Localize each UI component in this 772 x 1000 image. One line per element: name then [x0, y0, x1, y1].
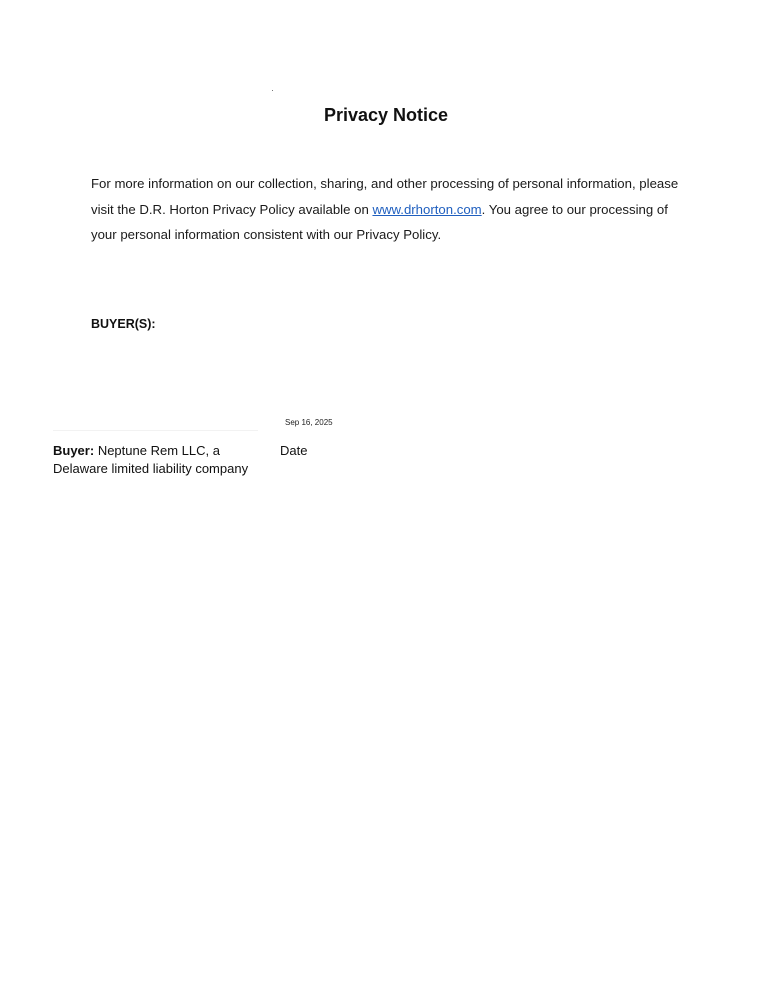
- drhorton-link[interactable]: www.drhorton.com: [372, 201, 482, 217]
- buyers-heading: BUYER(S):: [91, 317, 156, 331]
- page-title: Privacy Notice: [323, 105, 449, 125]
- date-label: Date: [280, 443, 308, 458]
- buyer-name: Neptune Rem LLC, a Delaware limited liability company: [53, 443, 249, 476]
- scan-speck: [272, 90, 273, 91]
- buyer-label: Buyer:: [53, 443, 95, 458]
- notice-text-before-link: For more information on our collection, sharing, and other processing of personal information, please visit the D.R. Horton Privacy Policy available on: [91, 176, 679, 217]
- signature-line: [53, 430, 258, 431]
- signed-date: Sep 16, 2025: [285, 418, 333, 427]
- buyer-signature-block: [53, 442, 273, 478]
- privacy-notice-paragraph: [91, 171, 691, 248]
- notice-text-after-link: . You agree to our processing of your personal information consistent with our Privacy Policy.: [91, 201, 668, 242]
